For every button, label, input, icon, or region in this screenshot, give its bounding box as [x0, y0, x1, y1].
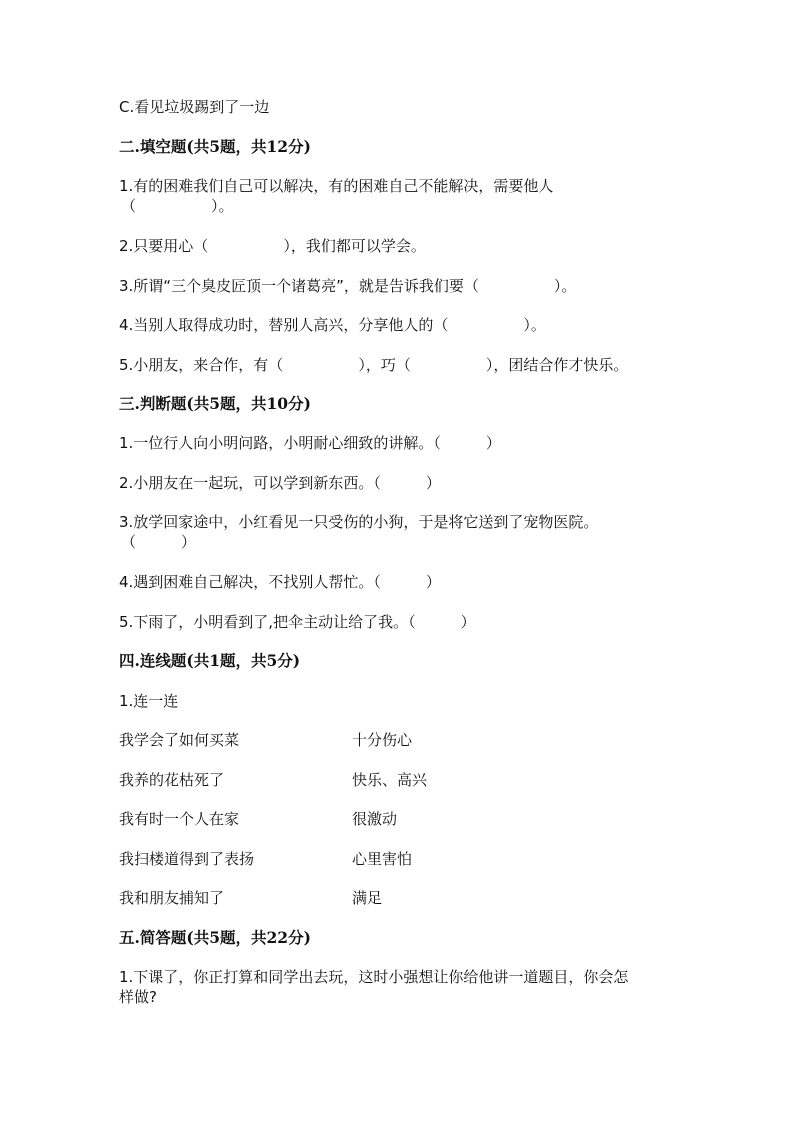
fill-q1-line1: 1.有的困难我们自己可以解决，有的困难自己不能解决，需要他人 — [119, 177, 554, 195]
fill-q1-line2: （ ）。 — [121, 197, 234, 215]
judge-q5: 5.下雨了，小明看到了,把伞主动让给了我。（ ） — [119, 613, 476, 631]
section-3-heading: 三.判断题(共5题，共10分) — [119, 394, 311, 413]
fill-q5: 5.小朋友，来合作，有（ ），巧（ ），团结合作才快乐。 — [119, 356, 629, 374]
judge-q2: 2.小朋友在一起玩，可以学到新东西。（ ） — [119, 474, 441, 492]
fill-q4: 4.当别人取得成功时，替别人高兴，分享他人的（ ）。 — [119, 316, 546, 334]
section-4-heading: 四.连线题(共1题，共5分) — [119, 651, 301, 670]
match-left-item: 我有时一个人在家 — [119, 810, 240, 828]
match-right-item: 满足 — [352, 889, 383, 907]
match-left-item: 我扫楼道得到了表扬 — [119, 850, 255, 868]
fill-q2: 2.只要用心（ ），我们都可以学会。 — [119, 237, 426, 255]
match-left-item: 我养的花枯死了 — [119, 771, 225, 789]
section-5-heading: 五.简答题(共5题，共22分) — [119, 928, 311, 947]
match-right-item: 心里害怕 — [352, 850, 413, 868]
judge-q3-line2: （ ） — [121, 533, 197, 551]
match-left-item: 我学会了如何买菜 — [119, 731, 240, 749]
fill-q3: 3.所谓“三个臭皮匠顶一个诸葛亮”，就是告诉我们要（ ）。 — [119, 277, 577, 295]
short-q1-line2: 样做? — [119, 988, 157, 1006]
judge-q1: 1.一位行人向小明问路，小明耐心细致的讲解。（ ） — [119, 434, 501, 452]
judge-q4: 4.遇到困难自己解决，不找别人帮忙。（ ） — [119, 573, 441, 591]
option-c: C.看见垃圾踢到了一边 — [119, 98, 270, 116]
match-left-item: 我和朋友捕知了 — [119, 889, 225, 907]
section-2-heading: 二.填空题(共5题，共12分) — [119, 137, 311, 156]
match-right-item: 十分伤心 — [352, 731, 413, 749]
judge-q3-line1: 3.放学回家途中，小红看见一只受伤的小狗，于是将它送到了宠物医院。 — [119, 513, 599, 531]
match-q1: 1.连一连 — [119, 692, 179, 710]
match-right-item: 快乐、高兴 — [352, 771, 428, 789]
match-right-item: 很激动 — [352, 810, 398, 828]
short-q1-line1: 1.下课了，你正打算和同学出去玩，这时小强想让你给他讲一道题目，你会怎 — [119, 968, 629, 986]
